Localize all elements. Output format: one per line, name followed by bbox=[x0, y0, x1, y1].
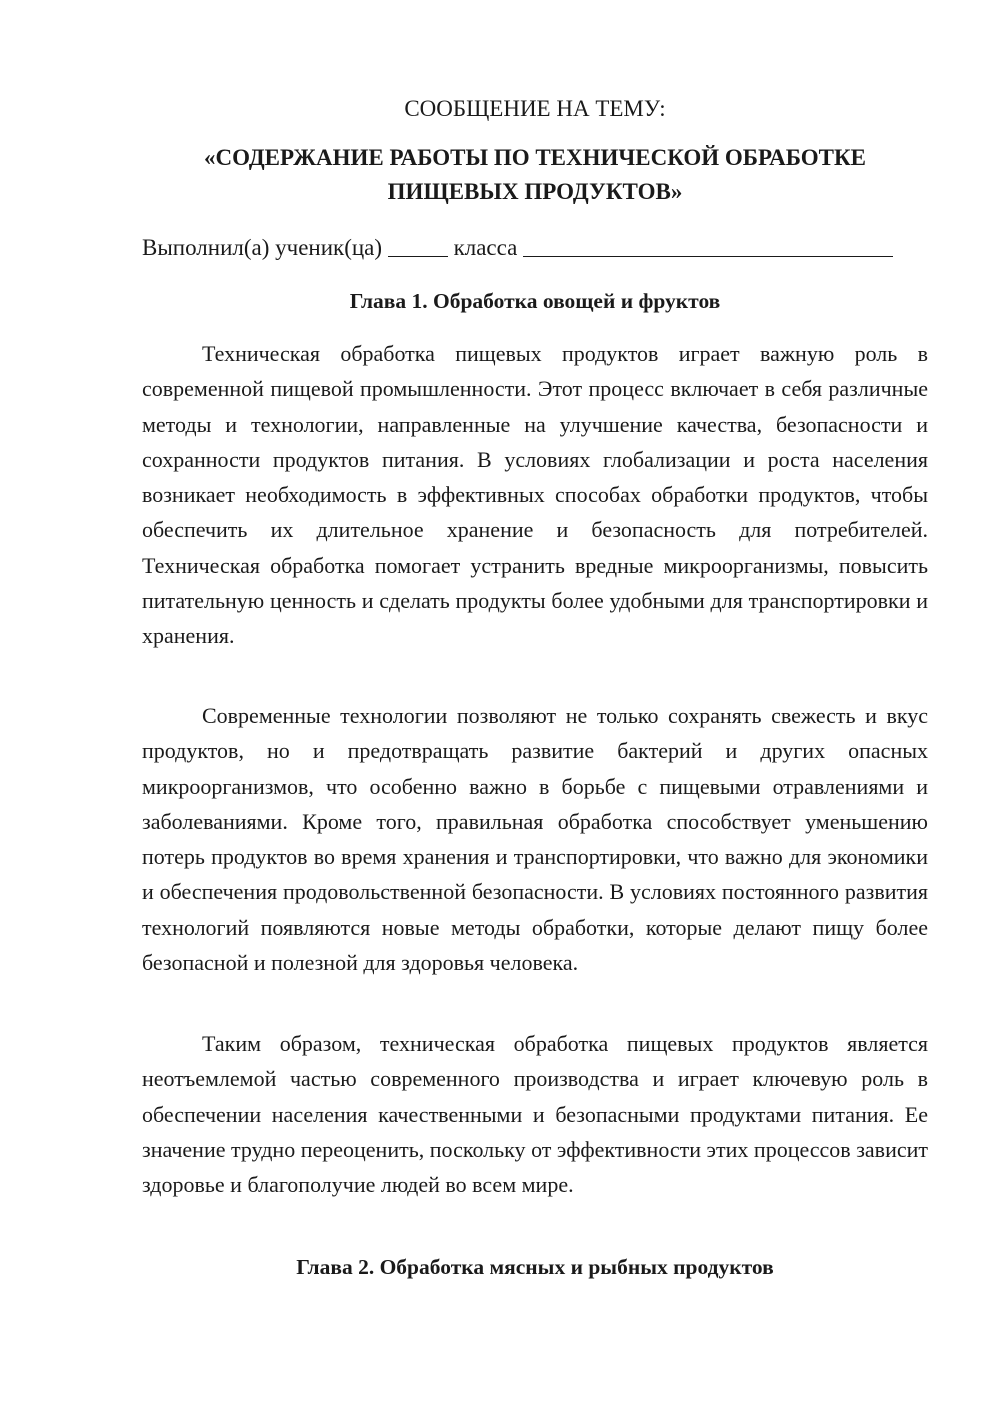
author-prefix: Выполнил(а) ученик(ца) bbox=[142, 235, 383, 260]
chapter2-heading: Глава 2. Обработка мясных и рыбных продуктов bbox=[296, 1255, 774, 1279]
document-title-text: «СОДЕРЖАНИЕ РАБОТЫ ПО ТЕХНИЧЕСКОЙ ОБРАБОТКЕ ПИЩЕВЫХ ПРОДУКТОВ» bbox=[204, 145, 866, 204]
chapter1-paragraph-2: Современные технологии позволяют не только сохранять свежесть и вкус продуктов, но и предотвращать развитие бактерий и других опасных микроорганизмов, что особенно важно в борьбе с пищевыми отравлениями и заболеваниями. Кроме того, правильная обработка способствует уменьшению потерь продуктов во время хранения и транспортировки, что важно для экономики и обеспечения продовольственной безопасности. В условиях постоянного развития технологий появляются новые методы обработки, которые делают пищу более безопасной и полезной для здоровья человека. bbox=[142, 703, 928, 976]
name-blank bbox=[523, 232, 893, 257]
chapter1-heading: Глава 1. Обработка овощей и фруктов bbox=[349, 289, 721, 313]
chapter1-paragraph-3: Таким образом, техническая обработка пищевых продуктов является неотъемлемой частью современного производства и играет ключевую роль в обеспечении населения качественными и безопасными продуктами питания. Ее значение трудно переоценить, поскольку от эффективности этих процессов зависит здоровье и благополучие людей во всем мире. bbox=[142, 1031, 928, 1198]
document-title bbox=[142, 141, 928, 209]
class-blank bbox=[388, 232, 448, 257]
chapter1-paragraph-1: Техническая обработка пищевых продуктов играет важную роль в современной пищевой промышленности. Этот процесс включает в себя различные методы и технологии, направленные на улучшение качества, безопасности и сохранности продуктов питания. В условиях глобализации и роста населения возникает необходимость в эффективных способах обработки продуктов, чтобы обеспечить их длительное хранение и безопасность для потребителей. Техническая обработка помогает устранить вредные микроорганизмы, повысить питательную ценность и сделать продукты более удобными для транспортировки и хранения. bbox=[142, 341, 928, 649]
author-line bbox=[142, 230, 928, 265]
subject-line: СООБЩЕНИЕ НА ТЕМУ: bbox=[404, 96, 666, 121]
author-class-label: класса bbox=[453, 235, 518, 260]
